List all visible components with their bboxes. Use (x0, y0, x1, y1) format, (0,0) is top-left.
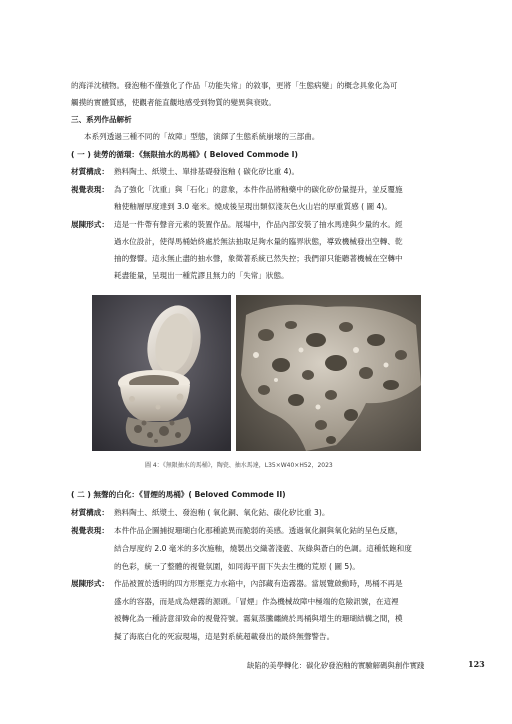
work2-visual-line: 本件作品企圖捕捉珊瑚白化那種詭異而脆弱的美感。透過氧化銅與氧化鈷的呈色反應， (114, 526, 403, 535)
figure4-caption: 圖 4：《無限抽水的馬桶》，陶瓷、抽水馬達，L35×W40×H52，2023 (145, 462, 333, 469)
work1-display-line: 這是一件帶有聲音元素的裝置作品。展場中，作品內部安裝了抽水馬達與少量的水。經 (114, 220, 403, 229)
figure4-photo-full-view (92, 295, 231, 451)
intro-line-2: 觸摸的實體質感，使觀者能直觀地感受到物質的變異與衰敗。 (71, 98, 277, 107)
figure4-photo-closeup (236, 295, 421, 451)
work1-visual-line: 為了強化「沈重」與「石化」的意象，本件作品將釉藥中的碳化矽份量提升，並反覆施 (114, 185, 403, 194)
work2-visual-line: 結合厚度約 2.0 毫米的多次施釉，燒製出交織著淺藍、灰綠與蒼白的色調。這種低飽和度 (114, 544, 412, 553)
work1-display-label: 展陳形式： (71, 220, 109, 229)
work2-display-line: 被轉化為一種詩意卻致命的視覺符號。霧氣蒸騰纏繞於馬桶與增生的珊瑚結構之間，模 (114, 614, 403, 623)
section-intro: 本系列透過三種不同的「故障」型態，演繹了生態系統崩壞的三部曲。 (84, 132, 320, 141)
work1-display-line: 過水位設計，使得馬桶始終處於無法抽取足夠水量的臨界狀態，導致機械發出空轉、乾 (114, 237, 403, 246)
section-heading: 三、系列作品解析 (71, 115, 132, 124)
running-title: 缺陷的美學轉化：碳化矽發泡釉的實驗解碼與創作實踐 (247, 661, 425, 670)
work2-display-line: 作品被置於透明的四方形壓克力水箱中，內部藏有造霧器。當展覽啟動時，馬桶不再是 (114, 579, 403, 588)
work1-visual-label: 視覺表現： (71, 185, 109, 194)
page-number: 123 (468, 659, 485, 669)
work2-material-text: 熟料陶土、紙漿土、發泡釉 ( 氧化銅、氧化鈷、碳化矽比重 3)。 (114, 508, 330, 517)
work1-display-line: 耗盡能量，呈現出一種荒謬且無力的「失常」狀態。 (114, 271, 289, 280)
work1-display-line: 抽的聲響。這永無止盡的抽水聲，象徵著系統已然失控；我們卻只能聽著機械在空轉中 (114, 254, 403, 263)
work2-material-label: 材質構成： (71, 508, 109, 517)
intro-line-1: 的海洋沈積物。發泡釉不僅強化了作品「功能失常」的敘事，更將「生態病變」的概念具象化為可 (71, 81, 398, 90)
work1-visual-line: 釉使釉層厚度達到 3.0 毫米。燒成後呈現出類似淺灰色火山岩的厚重質感 ( 圖 4)。 (114, 202, 392, 211)
work2-heading: ( 二 ) 無聲的白化：《冒煙的馬桶》( Beloved Commode II) (71, 490, 286, 499)
work2-visual-line: 的色彩，統一了整體的視覺氛圍，如同海平面下失去生機的荒原 ( 圖 5)。 (114, 562, 360, 571)
work1-material-label: 材質構成： (71, 167, 109, 176)
work2-visual-label: 視覺表現： (71, 526, 109, 535)
work1-material-text: 熟料陶土、紙漿土、單排基礎發泡釉 ( 碳化矽比重 4)。 (114, 167, 300, 176)
work2-display-line: 盛水的容器，而是成為煙霧的源頭。「冒煙」作為機械故障中極端的危險訊號，在這裡 (114, 597, 399, 606)
work1-heading: ( 一 ) 徒勞的循環：《無限抽水的馬桶》( Beloved Commode I) (71, 150, 298, 159)
work2-display-label: 展陳形式： (71, 579, 109, 588)
porous-glaze-closeup-image (236, 295, 421, 451)
work2-display-line: 擬了海底白化的死寂現場，這是對系統超載發出的最終無聲警告。 (114, 632, 335, 641)
toilet-sculpture-image (92, 295, 231, 451)
